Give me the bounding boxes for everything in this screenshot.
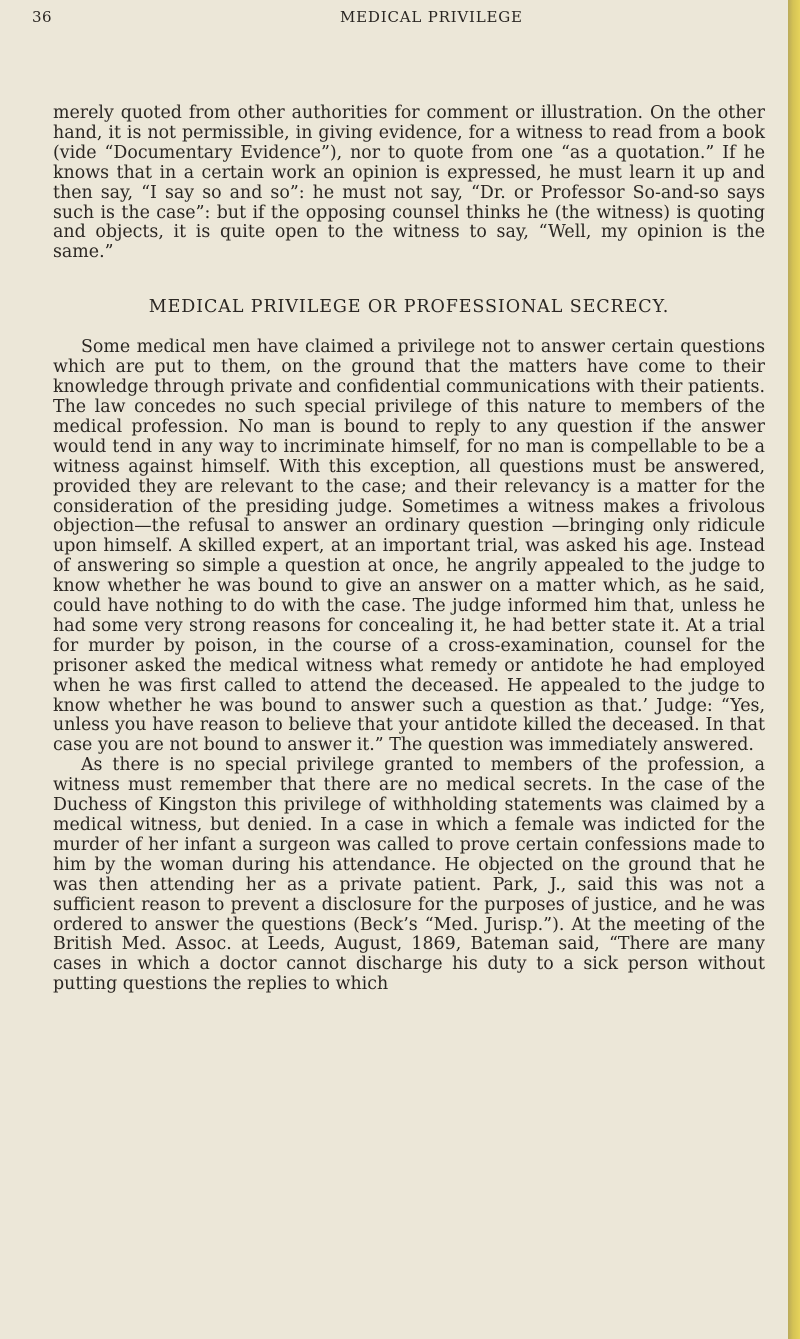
paragraph-no-secrets: As there is no special privilege granted to members of the profession, a witness must remember that there are no medical secrets. In the case of the Duchess of Kingston this privilege of withholding statements was claimed by a medical witness, but denied. In a case in which a female was indicted for the murder of her infant a surgeon was called to prove certain confessions made to him by the woman during his attendance. He objected on the ground that he was then attending her as a private patient. Park, J., said this was not a sufficient reason to prevent a disclosure for the purposes of justice, and he was ordered to answer the questions (Beck’s “Med. Jurisp.”). At the meeting of the British Med. Assoc. at Leeds, August, 1869, Bateman said, “There are many cases in which a doctor cannot discharge his duty to a sick person without putting questions the replies to which — [53, 755, 765, 995]
page-number: 36 — [32, 8, 53, 26]
section-heading: MEDICAL PRIVILEGE OR PROFESSIONAL SECRECY. — [148, 297, 670, 318]
body-text — [53, 104, 765, 995]
page-binding-edge — [788, 0, 800, 1339]
paragraph-privilege: Some medical men have claimed a privilege not to answer certain questions which are put to them, on the ground that the matters have come to their knowledge through private and confidential communications with their patients. The law concedes no such special privilege of this nature to members of the medical profession. No man is bound to reply to any question if the answer would tend in any way to incriminate himself, for no man is compellable to be a witness against himself. With this exception, all questions must be answered, provided they are relevant to the case; and their relevancy is a matter for the consideration of the presiding judge. Sometimes a witness makes a frivolous objection—the refusal to answer an ordinary question —bringing only ridicule upon himself. A skilled expert, at an important trial, was asked his age. Instead of answering so simple a question at once, he angrily appealed to the judge to know whether he was bound to give an answer on a matter which, as he said, could have nothing to do with the case. The judge informed him that, unless he had some very strong reasons for concealing it, he had better state it. At a trial for murder by poison, in the course of a cross-examination, counsel for the prisoner asked the medical witness what remedy or antidote he had employed when he was first called to attend the deceased. He appealed to the judge to know whether he was bound to answer such a question as that.’ Judge: “Yes, unless you have reason to believe that your antidote killed the deceased. In that case you are not bound to answer it.” The question was immediately answered. — [53, 337, 765, 756]
page-header — [0, 8, 788, 32]
paragraph-continuation: merely quoted from other authorities for comment or illustration. On the other hand, it is not permissible, in giving evidence, for a witness to read from a book (vide “Documentary Evidence”), nor to quote from one “as a quotation.” If he knows that in a certain work an opinion is expressed, he must learn it up and then say, “I say so and so”: he must not say, “Dr. or Professor So-and-so says such is the case”: but if the opposing counsel thinks he (the witness) is quoting and objects, it is quite open to the witness to say, “Well, my opinion is the same.” — [53, 103, 765, 263]
running-head: MEDICAL PRIVILEGE — [340, 8, 523, 26]
